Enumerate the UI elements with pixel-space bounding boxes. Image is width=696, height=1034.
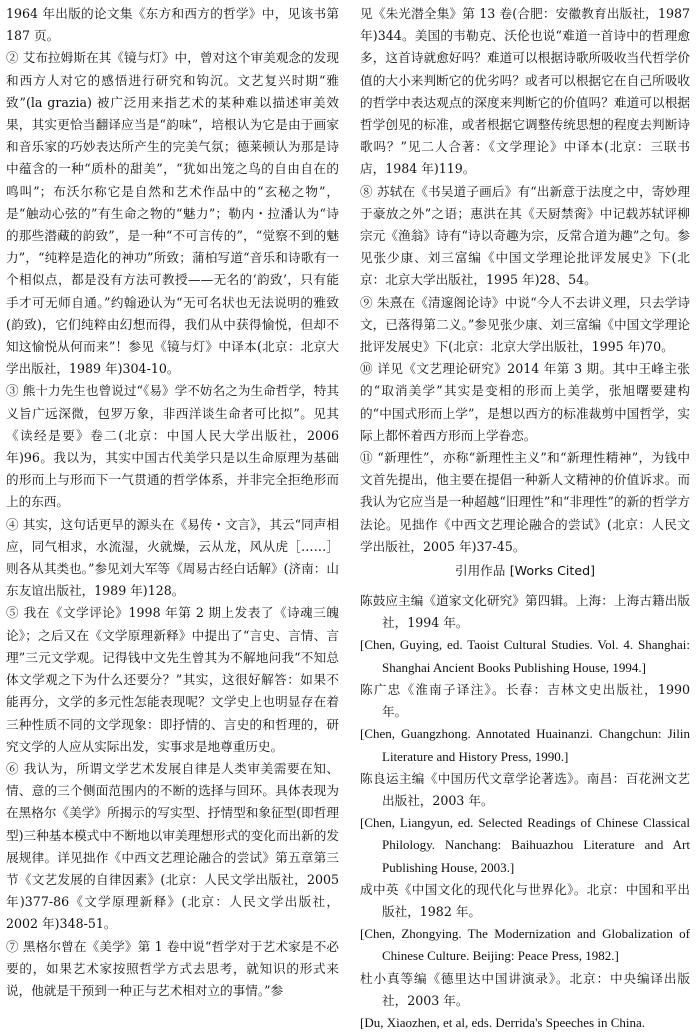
footnote-6: ⑥ 我认为，所谓文学艺术发展自律是人类审美需要在知、情、意的三个侧面范围内的不断的选择与回环。具体表现为在黑格尔《美学》所揭示的写实型、抒情型和象征型(即哲理型)三种基本模式中不断地以审美理想形式的变化而出新的发展规律。详见拙作《中西文艺理论融合的尝试》第五章第三节《文艺发展的自律因素》(北京：人民文学出版社，2005 年)377-86《文学原理新释》(北京：人民文学出版社，2002 年)348-51。 — [6, 760, 339, 932]
works-cited-title-en: [Works Cited] — [509, 563, 596, 579]
works-cited-title: 引用作品 — [454, 563, 506, 579]
reference-entry-en: [Chen, Liangyun, ed. Selected Readings of Chinese Classical Philology. Nanchang: Baihuazhou Literature and Art Publishing House, 2003.] — [360, 815, 690, 875]
reference-entry: 陈广忠《淮南子译注》。长春：吉林文史出版社，1990 年。 — [360, 681, 690, 720]
reference-entry: 陈良运主编《中国历代文章学论著选》。南昌：百花洲文艺出版社，2003 年。 — [360, 770, 690, 808]
left-column — [6, 3, 339, 1002]
footnote-continuation: 1964 年出版的论文集《东方和西方的哲学》中，见该书第187 页。 — [6, 6, 339, 44]
footnote-5: ⑤ 我在《文学评论》1998 年第 2 期上发表了《诗魂三魄论》；之后又在《文学原理新释》中提出了“言史、言情、言理”三元文学观。记得钱中文先生曾其为不解地问我“不知总体文学观之下为什么还要分？”其实，这很好解答：如果不能再分，文学的多元性怎能表现呢？文学史上也明显存在着三种性质不同的文学现象：即抒情的、言史的和哲理的，研究文学的人应从实际出发，实事求是地尊重历史。 — [6, 605, 339, 754]
footnote-10: ⑩ 详见《文艺理论研究》2014 年第 3 期。其中王峰主张的“取消美学”其实是变相的形而上美学，张旭曙要建构的“中国式形而上学”，是想以西方的标准裁剪中国哲学，实际上都怀着西方形而上学眷恋。 — [360, 361, 690, 443]
right-column — [360, 3, 690, 1034]
footnote-2: ② 艾布拉姆斯在其《镜与灯》中，曾对这个审美观念的发现和西方人对它的感悟进行研究和钩沉。文艺复兴时期“雅致”(la grazia) 被广泛用来指艺术的某种难以描述审美效果，其实更恰当翻译应当是“韵味”，培根认为它是由于画家和音乐家的巧妙表达所产生的完美气氛；德莱顿认为那是诗中蕴含的一种“质朴的甜美”，“犹如出笼之鸟的自由自在的鸣叫”；布沃尔称它是自然和艺术作品中的“玄秘之物”，是“触动心弦的”有生命之物的“魅力”；勒内・拉潘认为“诗的那些潜藏的韵致”，是一种“不可言传的”，“觉察不到的魅力”，“纯粹是造化的神功”所致；蒲柏写道“音乐和诗歌有一个相似点，都是没有方法可教授——无名的‘韵致’，只有能手才可无师自通。”约翰逊认为“无可名状也无法说明的雅致(韵致)，它们纯粹由幻想而得，我们从中获得愉悦，但却不知这愉悦从何而来”！参见《镜与灯》中译本(北京：北京大学出版社，1989 年)304-10。 — [6, 50, 339, 377]
reference-entry: 成中英《中国文化的现代化与世界化》。北京：中国和平出版社，1982 年。 — [360, 881, 690, 919]
works-cited-heading — [360, 560, 690, 582]
footnote-11: ⑪ “新理性”，亦称“新理性主义”和“新理性精神”，为钱中文首先提出，他主要在提倡一种新人文精神的价值诉求。而我认为它应当是一种超越“旧理性”和“非理性”的新的哲学方法论。见拙作《中西文艺理论融合的尝试》(北京：人民文学出版社，2005 年)37-45。 — [360, 450, 690, 554]
reference-entry-en: [Chen, Guangzhong. Annotated Huainanzi. Changchun: Jilin Literature and History Press, 1990.] — [360, 726, 690, 764]
footnote-3: ③ 熊十力先生也曾说过“《易》学不妨名之为生命哲学，特其义旨广远深微，包罗万象，非西洋谈生命者可比拟”。见其《读经是要》卷二(北京：中国人民大学出版社，2006 年)96。我以为，其实中国古代美学只是以生命原理为基础的形而上与形而下一气贯通的哲学体系，并非完全拒绝形而上的东西。 — [6, 383, 339, 510]
reference-entry: 杜小真等编《德里达中国讲演录》。北京：中央编译出版社，2003 年。 — [360, 970, 690, 1008]
footnote-4: ④ 其实，这句话更早的源头在《易传・文言》，其云“同声相应，同气相求，水流湿，火就燥，云从龙，风从虎［……］则各从其类也。”参见刘大军等《周易古经白话解》(济南：山东友谊出版社，1989 年)128。 — [6, 516, 339, 599]
reference-entry-en: [Chen, Zhongying. The Modernization and Globalization of Chinese Culture. Beijing: Peace Press, 1982.] — [360, 926, 690, 964]
reference-entry-en: [Chen, Guying, ed. Taoist Cultural Studies. Vol. 4. Shanghai: Shanghai Ancient Books Publishing House, 1994.] — [360, 637, 690, 675]
footnote-7: ⑦ 黑格尔曾在《美学》第 1 卷中说“哲学对于艺术家是不必要的，如果艺术家按照哲学方式去思考，就知识的形式来说，他就是干预到一种正与艺术相对立的事情。”参 — [6, 938, 339, 998]
reference-entry: 陈鼓应主编《道家文化研究》第四辑。上海：上海古籍出版社，1994 年。 — [360, 593, 690, 631]
footnote-8: ⑧ 苏轼在《书吴道子画后》有“出新意于法度之中，寄妙理于豪放之外”之语；惠洪在其《天厨禁脔》中记载苏轼评柳宗元《渔翁》诗有“诗以奇趣为宗，反常合道为趣”之句。参见张少康、刘三富编《中国文学理论批评发展史》下(北京：北京大学出版社，1995 年)28、54。 — [360, 183, 690, 288]
footnote-7-continuation: 见《朱光潜全集》第 13 卷(合肥：安徽教育出版社，1987 年)344。美国的韦勒克、沃伦也说“难道一首诗中的哲理愈多，这首诗就愈好吗？难道可以根据诗歌所吸收当代哲学价值的大小来判断它的优劣吗？或者可以根据它在自己所吸收的哲学中表达观点的深度来判断它的价值吗？难道可以根据哲学创见的标准，或者根据它调整传统思想的程度去判断诗歌吗？”见二人合著：《文学理论》中译本(北京：三联书店，1984 年)119。 — [360, 6, 690, 177]
footnote-9: ⑨ 朱熹在《清邃阁论诗》中说“今人不去讲义理，只去学诗文，已落得第二义。”参见张少康、刘三富编《中国文学理论批评发展史》下(北京：北京大学出版社，1995 年)70。 — [360, 294, 690, 355]
reference-entry-en: [Du, Xiaozhen, et al, eds. Derrida's Speeches in China. — [360, 1014, 646, 1030]
